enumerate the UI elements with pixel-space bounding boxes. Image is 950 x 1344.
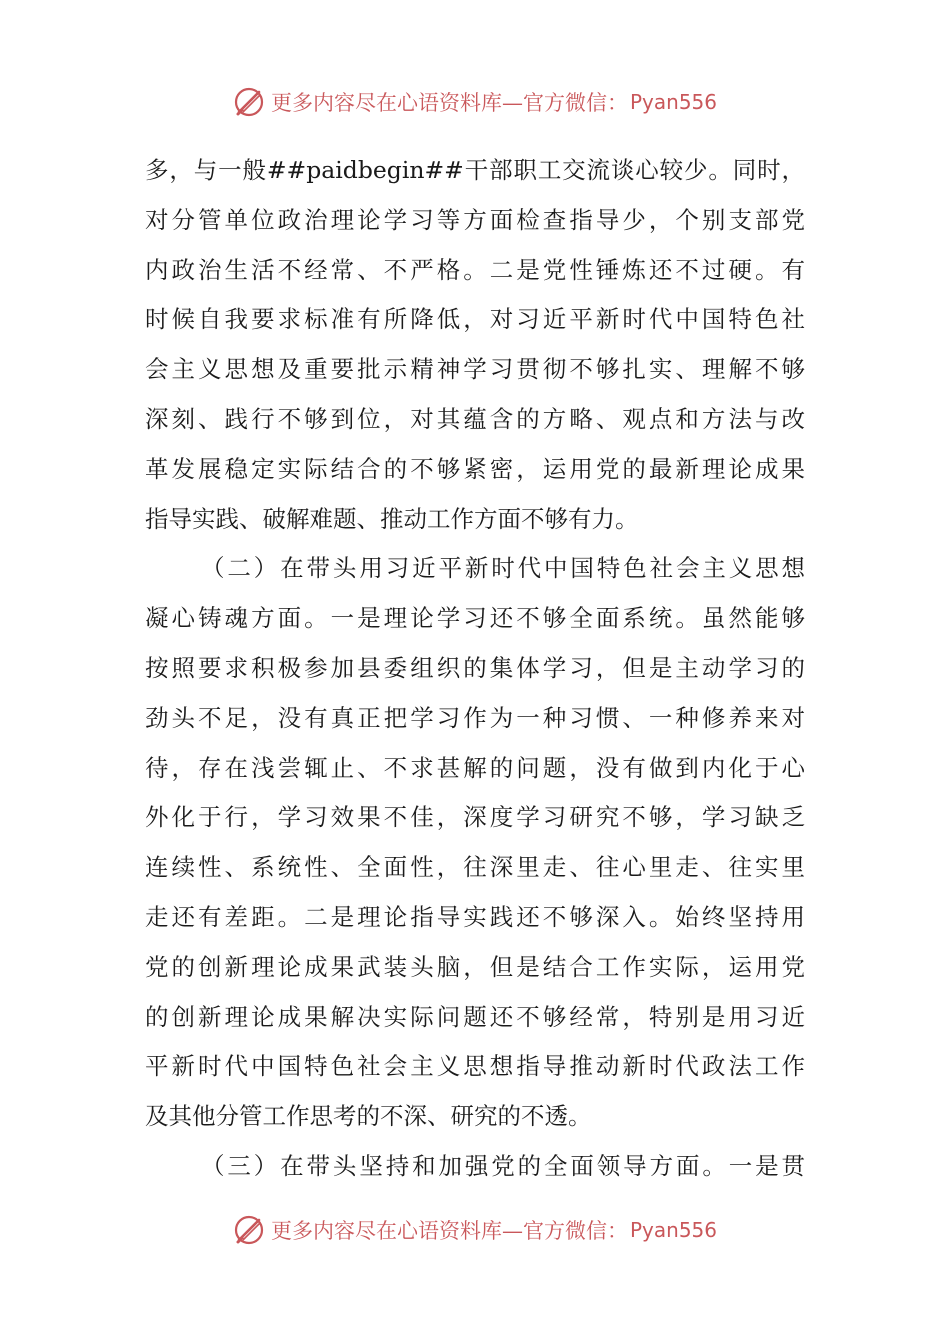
text-line: 走还有差距。二是理论指导实践还不够深入。始终坚持用 xyxy=(145,902,805,931)
text-line: 内政治生活不经常、不严格。二是党性锤炼还不过硬。有 xyxy=(145,255,805,284)
paragraph-heading-line: （二）在带头用习近平新时代中国特色社会主义思想 xyxy=(201,554,805,583)
text-line: 凝心铸魂方面。一是理论学习还不够全面系统。虽然能够 xyxy=(145,604,805,633)
text-line: 待，存在浅尝辄止、不求甚解的问题，没有做到内化于心 xyxy=(145,753,805,782)
wechat-id: Pyan556 xyxy=(629,1218,717,1242)
text-line: 外化于行，学习效果不佳，深度学习研究不够，学习缺乏 xyxy=(145,803,805,832)
document-body xyxy=(145,146,805,1192)
text-line: 时候自我要求标准有所降低，对习近平新时代中国特色社 xyxy=(145,305,805,334)
header-watermark xyxy=(0,82,950,122)
wechat-id: Pyan556 xyxy=(629,90,717,114)
watermark-label: 更多内容尽在心语资料库—官方微信： xyxy=(270,91,628,115)
pen-seal-icon xyxy=(233,1213,267,1247)
text-line: 劲头不足，没有真正把学习作为一种习惯、一种修养来对 xyxy=(145,703,805,732)
text-line: 连续性、系统性、全面性，往深里走、往心里走、往实里 xyxy=(145,853,805,882)
text-line: 平新时代中国特色社会主义思想指导推动新时代政法工作 xyxy=(145,1052,805,1081)
text-line: 对分管单位政治理论学习等方面检查指导少，个别支部党 xyxy=(145,205,805,234)
text-line: 的创新理论成果解决实际问题还不够经常，特别是用习近 xyxy=(145,1002,805,1031)
text-line: 党的创新理论成果武装头脑，但是结合工作实际，运用党 xyxy=(145,952,805,981)
pen-seal-icon xyxy=(233,85,267,119)
text-line: 革发展稳定实际结合的不够紧密，运用党的最新理论成果 xyxy=(145,454,805,483)
paragraph-heading-line: （三）在带头坚持和加强党的全面领导方面。一是贯 xyxy=(201,1151,805,1180)
text-line: 按照要求积极参加县委组织的集体学习，但是主动学习的 xyxy=(145,653,805,682)
text-line: 深刻、践行不够到位，对其蕴含的方略、观点和方法与改 xyxy=(145,404,805,433)
text-line: 及其他分管工作思考的不深、研究的不透。 xyxy=(145,1102,592,1131)
text-line: 会主义思想及重要批示精神学习贯彻不够扎实、理解不够 xyxy=(145,355,805,384)
footer-watermark xyxy=(0,1210,950,1250)
watermark-label: 更多内容尽在心语资料库—官方微信： xyxy=(270,1219,628,1243)
text-line: 多，与一般##paidbegin##干部职工交流谈心较少。同时， xyxy=(145,156,805,184)
text-line: 指导实践、破解难题、推动工作方面不够有力。 xyxy=(145,504,639,533)
